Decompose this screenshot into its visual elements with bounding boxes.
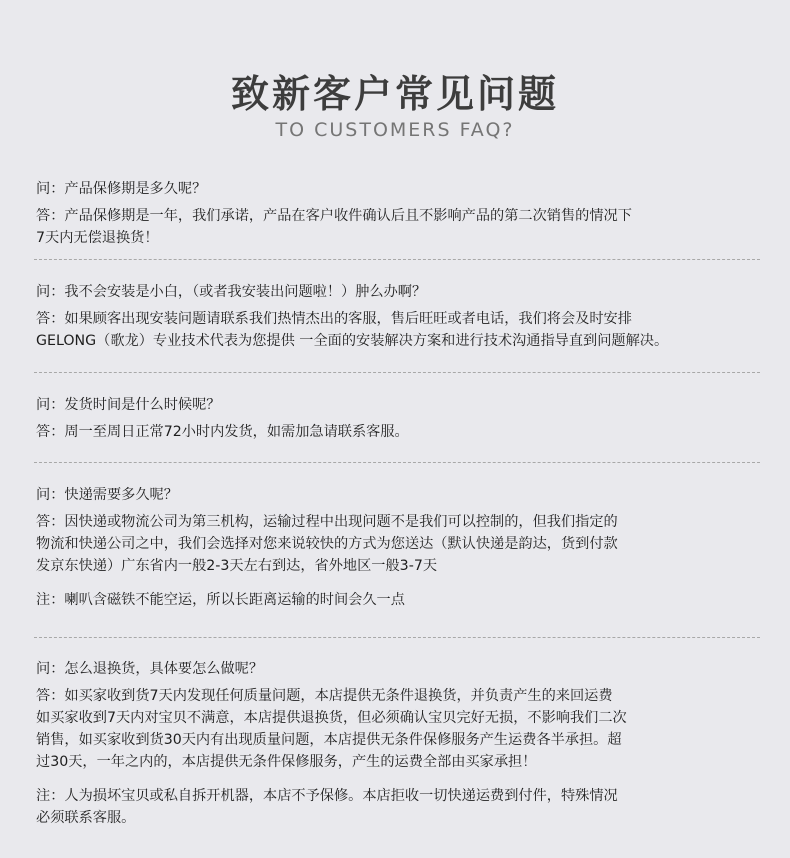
faq-answer-line: 答：因快递或物流公司为第三机构，运输过程中出现问题不是我们可以控制的，但我们指定的	[36, 514, 618, 530]
page-title: 致新客户常见问题	[230, 72, 559, 116]
faq-answer-line: 答：周一至周日正常72小时内发货，如需加急请联系客服。	[36, 424, 409, 440]
faq-note-line: 必须联系客服。	[36, 810, 136, 826]
faq-answer-line: 销售，如买家收到货30天内有出现质量问题，本店提供无条件保修服务产生运费各半承担。超	[36, 732, 622, 748]
faq-question: 问：发货时间是什么时候呢？	[36, 397, 221, 413]
faq-item-warranty	[36, 178, 766, 249]
faq-question: 问：怎么退换货，具体要怎么做呢？	[36, 661, 264, 677]
faq-answer-line: 答：如果顾客出现安装问题请联系我们热情杰出的客服，售后旺旺或者电话，我们将会及时安排	[36, 311, 632, 327]
faq-answer-line: 物流和快递公司之中，我们会选择对您来说较快的方式为您送达（默认快递是韵达，货到付款	[36, 536, 618, 552]
faq-answer-line: 答：产品保修期是一年，我们承诺，产品在客户收件确认后且不影响产品的第二次销售的情况下	[36, 208, 632, 224]
divider	[34, 259, 760, 260]
divider	[34, 637, 760, 638]
divider	[34, 462, 760, 463]
faq-item-shipping-time	[36, 394, 766, 443]
faq-question: 问：快递需要多久呢？	[36, 487, 178, 503]
divider	[34, 372, 760, 373]
faq-answer-line: 如买家收到7天内对宝贝不满意，本店提供退换货，但必须确认宝贝完好无损，不影响我们二次	[36, 710, 627, 726]
page-subtitle: TO CUSTOMERS FAQ?	[275, 119, 515, 141]
faq-question: 问：产品保修期是多久呢？	[36, 181, 207, 197]
faq-answer-line: GELONG（歌龙）专业技术代表为您提供 一全面的安装解决方案和进行技术沟通指导直到问题解决。	[36, 333, 669, 349]
faq-question: 问：我不会安装是小白，（或者我安装出问题啦！）肿么办啊？	[36, 284, 427, 300]
faq-answer-line: 答：如买家收到货7天内发现任何质量问题，本店提供无条件退换货，并负责产生的来回运费	[36, 688, 613, 704]
faq-answer-line: 发京东快递）广东省内一般2-3天左右到达，省外地区一般3-7天	[36, 558, 438, 574]
page-header	[0, 70, 790, 142]
faq-item-returns	[36, 658, 766, 829]
faq-note: 注：人为损坏宝贝或私自拆开机器，本店不予保修。本店拒收一切快递运费到付件，特殊情况	[36, 788, 618, 804]
faq-item-delivery	[36, 484, 766, 611]
faq-item-installation	[36, 281, 766, 352]
faq-answer-line: 过30天，一年之内的，本店提供无条件保修服务，产生的运费全部由买家承担！	[36, 754, 537, 770]
faq-answer-line: 7天内无偿退换货！	[36, 230, 159, 246]
faq-note: 注：喇叭含磁铁不能空运，所以长距离运输的时间会久一点	[36, 592, 405, 608]
